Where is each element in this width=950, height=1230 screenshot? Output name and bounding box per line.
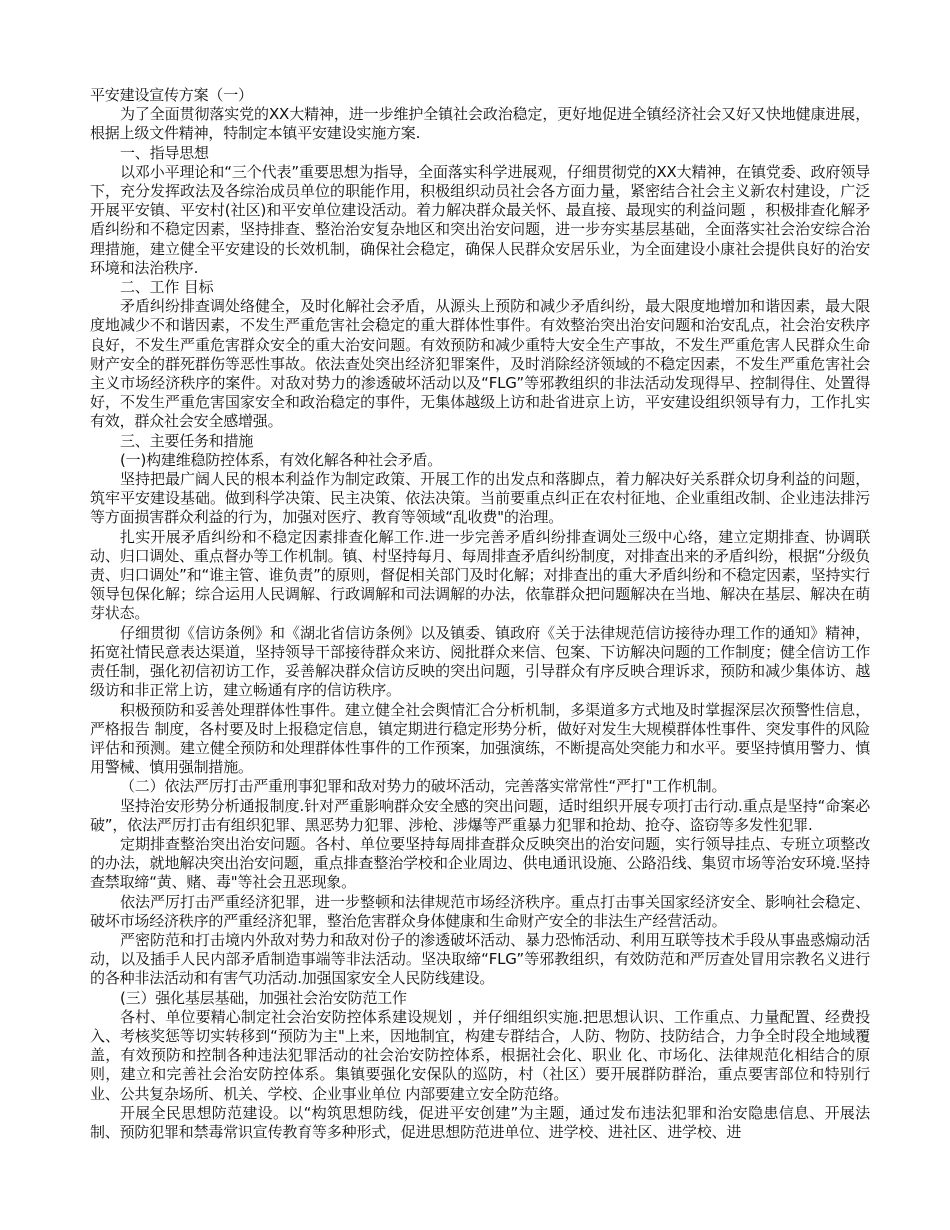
paragraph-prevention-system: 各村、单位要精心制定社会治安防控体系建设规划 ，并仔细组织实施.把思想认识、工作重点、力量配置、经费投入、考核奖惩等切实转移到“预防为主"上来，因地制宜，构建专群结合，人防、物防、技防结合，力争全时段全地域覆盖，有效预防和控制各种违法犯罪活动的社会治安防控体系，根据社会化、职业 化、市场化、法律规范化相结合的原则，建立和完善社会治安防控体系。集镇要强化安保队的巡防，村（社区）要开展群防群治，重点要害部位和特别行业、公共复杂场所、机关、学校、企业事业单位 内部要建立安全防范络。 [90, 1007, 870, 1103]
section-heading-2: 二、工作 目标 [120, 278, 214, 297]
section-heading-3: 三、主要任务和措施 [120, 431, 254, 450]
paragraph-security-analysis: 坚持治安形势分析通报制度.针对严重影响群众安全感的突出问题，适时组织开展专项打击行动.重点是坚持“命案必破”，依法严厉打击有组织犯罪、黑恶势力犯罪、涉枪、涉爆等严重暴力犯罪和抢劫、抢夺、盗窃等多发性犯罪. [90, 796, 870, 834]
section-heading-1: 一、指导思想 [120, 143, 209, 162]
paragraph-petition: 仔细贯彻《信访条例》和《湖北省信访条例》以及镇委、镇政府《关于法律规范信访接待办理工作的通知》精神，拓宽社情民意表达渠道，坚持领导干部接待群众来访、阅批群众来信、包案、下访解决问题的工作制度；健全信访工作责任制，强化初信初访工作，妥善解决群众信访反映的突出问题，引导群众有序反映合理诉求，预防和减少集体访、越级访和非正常上访，建立畅通有序的信访秩序。 [90, 623, 870, 700]
document-body [90, 86, 870, 1142]
paragraph-work-goals: 矛盾纠纷排查调处络健全，及时化解社会矛盾，从源头上预防和减少矛盾纠纷，最大限度地增加和谐因素，最大限度地减少不和谐因素，不发生严重危害社会稳定的重大群体性事件。有效整治突出治安问题和治安乱点，社会治安秩序良好，不发生严重危害群众安全的重大治安问题。有效预防和减少重特大安全生产事故，不发生严重危害人民群众生命财产安全的群死群伤等恶性事故。依法查处突出经济犯罪案件，及时消除经济领域的不稳定因素，不发生严重危害社会主义市场经济秩序的案件。对敌对势力的渗透破坏活动以及“FLG”等邪教组织的非法活动发现得早、控制得住、处置得好，不发生严重危害国家安全和政治稳定的事件，无集体越级上访和赴省进京上访，平安建设组织领导有力，工作扎实有效，群众社会安全感增强。 [90, 297, 870, 431]
paragraph-economic-crime: 依法严厉打击严重经济犯罪，进一步整顿和法律规范市场经济秩序。重点打击事关国家经济安全、影响社会稳定、破坏市场经济秩序的严重经济犯罪，整治危害群众身体健康和生命财产安全的非法生产经营活动。 [90, 892, 870, 930]
paragraph-mass-incidents: 积极预防和妥善处理群体性事件。建立健全社会舆情汇合分析机制，多渠道多方式地及时掌握深层次预警性信息，严格报告 制度，各村要及时上报稳定信息，镇定期进行稳定形势分析，做好对发生大规模群体性事件、突发事件的风险评估和预测。建立健全预防和处理群体性事件的工作预案，加强演练，不断提高处突能力和水平。要坚持慎用警力、慎用警械、慎用强制措施。 [90, 700, 870, 777]
paragraph-ideological-prevention: 开展全民思想防范建设。以“构筑思想防线，促进平安创建”为主题，通过发布违法犯罪和治安隐患信息、开展法制、预防犯罪和禁毒常识宣传教育等多种形式，促进思想防范进单位、进学校、进社区、进学校、进 [90, 1103, 870, 1141]
paragraph-people-interest: 坚持把最广阔人民的根本利益作为制定政策、开展工作的出发点和落脚点，着力解决好关系群众切身利益的问题，筑牢平安建设基础。做到科学决策、民主决策、依法决策。当前要重点纠正在农村征地、企业重组改制、企业违法排污等方面损害群众利益的行为，加强对医疗、教育等领域“乱收费"的治理。 [90, 470, 870, 527]
paragraph-guiding-thought: 以邓小平理论和“三个代表”重要思想为指导，全面落实科学进展观，仔细贯彻党的XX大精神，在镇党委、政府领导下，充分发挥政法及各综治成员单位的职能作用，积极组织动员社会各方面力量，紧密结合社会主义新农村建设，广泛开展平安镇、平安村(社区)和平安单位建设活动。着力解决群众最关怀、最直接、最现实的利益问题 ，积极排查化解矛盾纠纷和不稳定因素，坚持排查、整治治安复杂地区和突出治安问题，进一步夯实基层基础，全面落实社会治安综合治理措施，建立健全平安建设的长效机制，确保社会稳定，确保人民群众安居乐业，为全面建设小康社会提供良好的治安环境和法治秩序. [90, 162, 870, 277]
document-title: 平安建设宣传方案（一） [90, 86, 253, 104]
subsection-heading-3: (三）强化基层基础，加强社会治安防范工作 [120, 988, 407, 1007]
paragraph-public-order: 定期排查整治突出治安问题。各村、单位要坚持每周排查群众反映突出的治安问题，实行领导挂点、专班立项整改的办法，就地解决突出治安问题，重点排查整治学校和企业周边、供电通讯设施、公路沿线、集贸市场等治安环境.坚持查禁取缔“黄、赌、毒"等社会丑恶现象。 [90, 834, 870, 892]
paragraph-dispute-resolution: 扎实开展矛盾纠纷和不稳定因素排查化解工作.进一步完善矛盾纠纷排查调处三级中心络，建立定期排查、协调联动、归口调处、重点督办等工作机制。镇、村坚持每月、每周排查矛盾纠纷制度，对排查出来的矛盾纠纷，根据“分级负责、归口调处”和“谁主管、谁负责”的原则，督促相关部门及时化解；对排查出的重大矛盾纠纷和不稳定因素，坚持实行领导包保化解；综合运用人民调解、行政调解和司法调解的办法，依靠群众把问题解决在当地、解决在基层、解决在萌芽状态。 [90, 527, 870, 623]
subsection-heading-1: (一)构建维稳防控体系，有效化解各种社会矛盾。 [120, 450, 443, 469]
paragraph-intro: 为了全面贯彻落实党的XX大精神，进一步维护全镇社会政治稳定，更好地促进全镇经济社会又好又快地健康进展，根据上级文件精神，特制定本镇平安建设实施方案. [90, 105, 870, 143]
paragraph-hostile-forces: 严密防范和打击境内外敌对势力和敌对份子的渗透破坏活动、暴力恐怖活动、利用互联等技术手段从事蛊惑煽动活动，以及插手人民内部矛盾制造事端等非法活动。坚决取缔“FLG”等邪教组织，有效防范和严厉查处冒用宗教名义进行的各种非法活动和有害气功活动.加强国家安全人民防线建设。 [90, 930, 870, 988]
subsection-heading-2: （二）依法严厉打击严重刑事犯罪和敌对势力的破坏活动，完善落实常常性“严打"工作机制。 [120, 777, 727, 796]
